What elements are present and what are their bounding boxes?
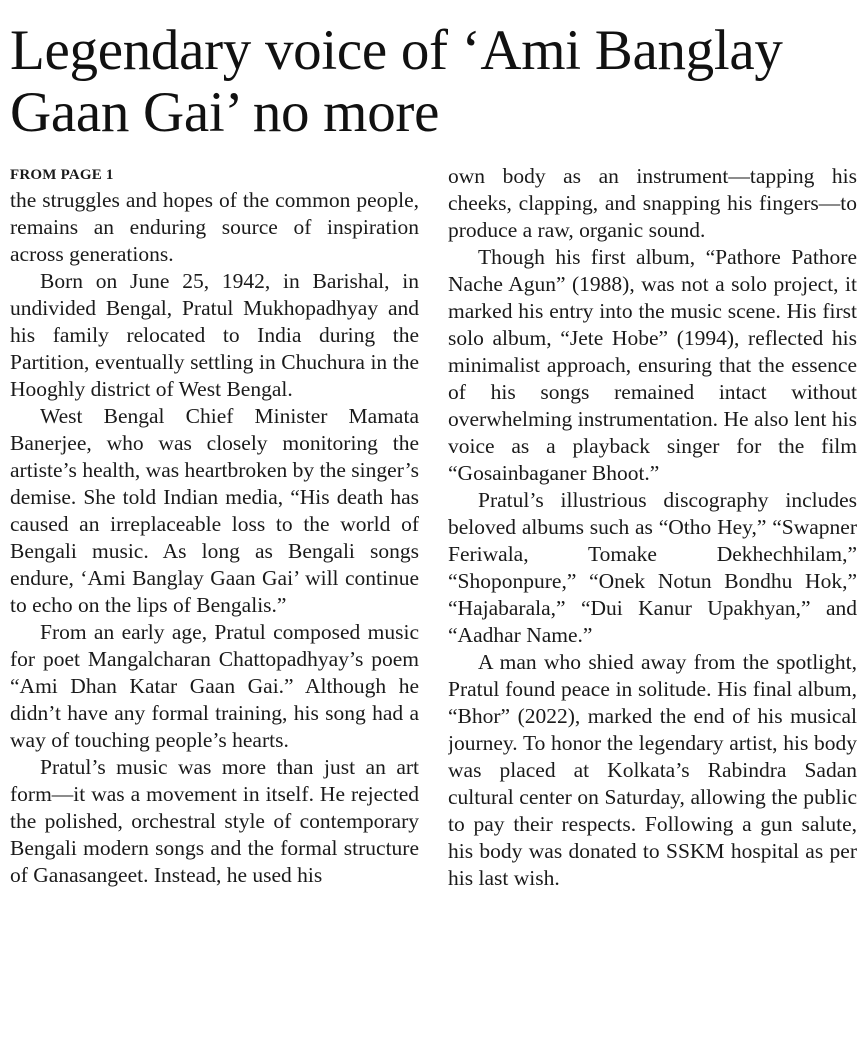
article-column-right	[448, 163, 857, 1038]
article-paragraph: Though his first album, “Pathore Pathore Nache Agun” (1988), was not a solo project, it marked his entry into the music scene. His first solo album, “Jete Hobe” (1994), reflected his minimalist approach, ensuring that the essence of his songs remained intact without overwhelming instrumentation. He also lent his voice as a playback singer for the film “Gosainbaganer Bhoot.”	[448, 245, 857, 485]
article-paragraph: Born on June 25, 1942, in Barishal, in undivided Bengal, Pratul Mukhopadhyay and his family relocated to India during the Partition, eventually settling in Chuchura in the Hooghly district of West Bengal.	[10, 269, 419, 401]
article-paragraph: From an early age, Pratul composed music for poet Mangalcharan Chattopadhyay’s poem “Ami Dhan Katar Gaan Gai.” Although he didn’t have any formal training, his song had a way of touching people’s hearts.	[10, 620, 419, 752]
article-paragraph: Pratul’s illustrious discography includes beloved albums such as “Otho Hey,” “Swapner Feriwala, Tomake Dekhechhilam,” “Shoponpure,” “Onek Notun Bondhu Hok,” “Hajabarala,” “Dui Kanur Upakhyan,” and “Aadhar Name.”	[448, 488, 857, 647]
article-paragraph: own body as an instrument—tapping his cheeks, clapping, and snapping his fingers—to produce a raw, organic sound.	[448, 164, 857, 242]
article-paragraph: A man who shied away from the spotlight, Pratul found peace in solitude. His final album, “Bhor” (2022), marked the end of his musical journey. To honor the legendary artist, his body was placed at Kolkata’s Rabindra Sadan cultural center on Saturday, allowing the public to pay their respects. Following a gun salute, his body was donated to SSKM hospital as per his last wish.	[448, 650, 857, 890]
headline: Legendary voice of ‘Ami Banglay Gaan Gai’ no more	[10, 19, 783, 144]
kicker-from-page: FROM PAGE 1	[10, 167, 114, 183]
article-column-left	[10, 163, 419, 1038]
article-paragraph: West Bengal Chief Minister Mamata Banerjee, who was closely monitoring the artiste’s health, was heartbroken by the singer’s demise. She told Indian media, “His death has caused an irreplaceable loss to the world of Bengali music. As long as Bengali songs endure, ‘Ami Banglay Gaan Gai’ will continue to echo on the lips of Bengalis.”	[10, 404, 419, 617]
article-paragraph: the struggles and hopes of the common people, remains an enduring source of inspiration across generations.	[10, 188, 419, 266]
article-paragraph: Pratul’s music was more than just an art form—it was a movement in itself. He rejected the polished, orchestral style of contemporary Bengali modern songs and the formal structure of Ganasangeet. Instead, he used his	[10, 755, 419, 887]
